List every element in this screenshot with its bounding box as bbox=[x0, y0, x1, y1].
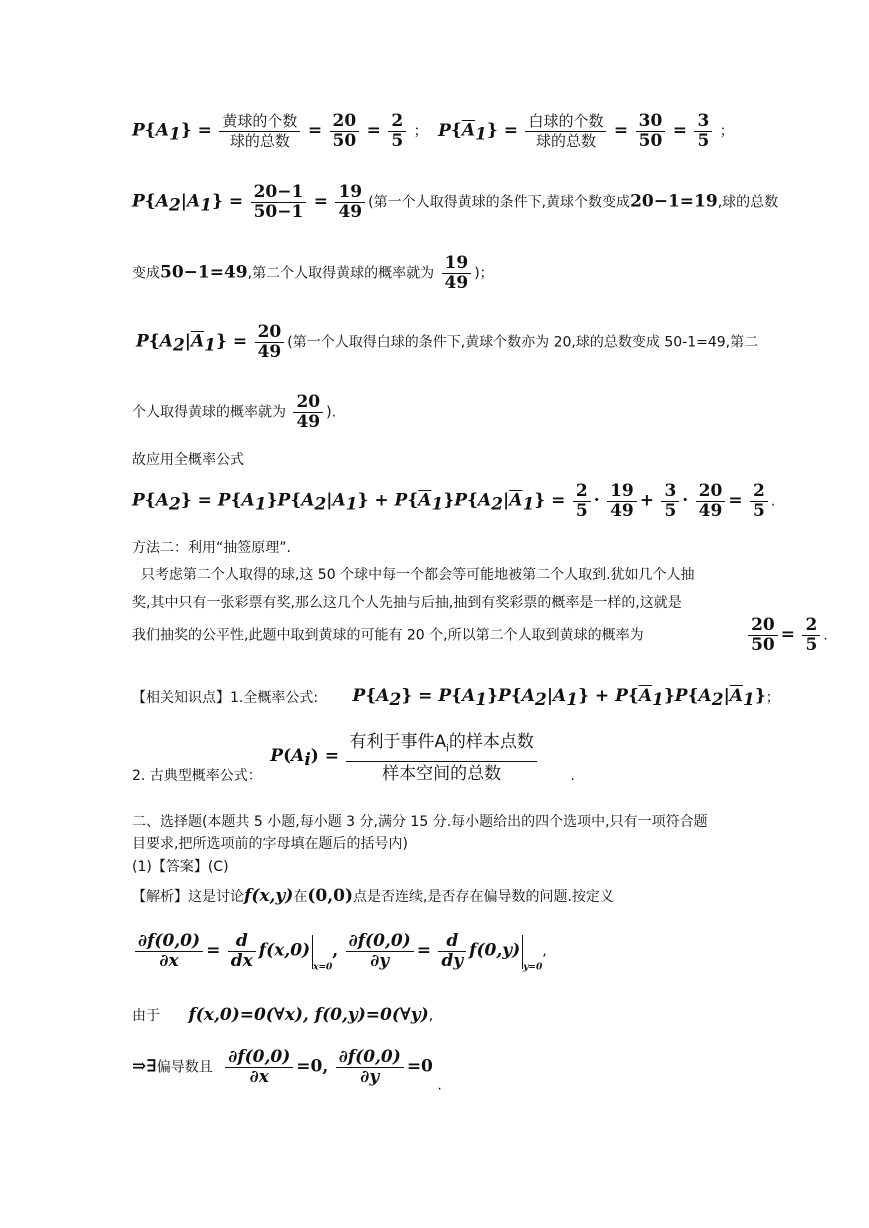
formula-total-probability: $P\{A_2\} = P\{A_1\}P\{A_2|A_1\} + P\{\overline{A}_1\}P\{A_2|\overline{A}_1\}$ = $\frac{2}{5}$ · $\frac{19}{49}$ + $\frac{3}{5}$ · $\frac{20}{49}$ = $\frac{2}{5}$ . bbox=[132, 481, 776, 521]
formula-p-a2-given-not-a1: $P\{A_2|\overline{A}_1\}$ = $\frac{20}{49}$ (第一个人取得白球的条件下,黄球个数亦为 20,球的总数变成 50-1=49,第二 bbox=[136, 322, 759, 362]
formula-p-a1: $P\{A_1\}$ = $\frac{\text{黄球的个数}}{\text{球的总数}}$ = $\frac{20}{50}$ = $\frac{2}{5}$ ； $P\{\overline{A}_1\}$ = $\frac{\text{白球的个数}}{\text{球的总数}}$ = $\frac{30}{50}$ = $\frac{3}{5}$ ； bbox=[132, 111, 734, 151]
label-white-count: 白球的个数 bbox=[525, 112, 606, 132]
partial-definition: $\frac{\partial f(0,0)}{\partial x}$ = $\frac{d}{dx}$ $f(x,0)_{x=0}$, $\frac{\partial f(0,0)}{\partial y}$ = $\frac{d}{dy}$ $f(0,y)_{y=0}$, bbox=[132, 932, 547, 978]
since-line: 由于 f(x,0)=0(∀x), f(0,y)=0(∀y), bbox=[132, 1005, 434, 1025]
answer-1: (1)【答案】(C) bbox=[132, 859, 229, 875]
knowledge-total-prob: 【相关知识点】1.全概率公式: $P\{A_2\} = P\{A_1\}P\{A_2|A_1\} + P\{\overline{A}_1\}P\{A_2|\overline{A}_1\}$； bbox=[132, 686, 780, 710]
method2-title: 方法二：利用“抽签原理”. bbox=[132, 540, 291, 556]
section2-intro-b: 目要求,把所选项前的字母填在题后的括号内) bbox=[132, 836, 408, 852]
section2-intro-a: 二、选择题(本题共 5 小题,每小题 3 分,满分 15 分.每小题给出的四个选项中,只有一项符合题 bbox=[132, 814, 708, 830]
text-line-3: 变成50−1=49,第二个人取得黄球的概率就为 $\frac{19}{49}$ )； bbox=[132, 253, 494, 293]
method2-para-1: 只考虑第二个人取得的球,这 50 个球中每一个都会等可能地被第二个人取到.犹如几个人抽 bbox=[132, 567, 695, 583]
analysis-line: 【解析】这是讨论f(x,y)在(0,0)点是否连续,是否存在偏导数的问题.按定义 bbox=[132, 886, 614, 906]
formula-p-a2-given-a1: $P\{A_2|A_1\}$ = $\frac{20-1}{50-1}$ = $\frac{19}{49}$ (第一个人取得黄球的条件下,黄球个数变成20−1=19,球的总数 bbox=[132, 182, 779, 222]
method2-para-3: 我们抽奖的公平性,此题中取到黄球的可能有 20 个,所以第二个人取到黄球的概率为 $\frac{20}{50}$ = $\frac{2}{5}$ . bbox=[132, 615, 828, 655]
knowledge-classical-prob: 2. 古典型概率公式： $P(A_i)$ = $\frac{有利于事件A_i的样本点数}{\text{样本空间的总数}}$ . bbox=[132, 732, 575, 785]
text-line-5: 个人取得黄球的概率就为 $\frac{20}{49}$ ). bbox=[132, 392, 337, 432]
label-ball-total: 球的总数 bbox=[229, 132, 290, 150]
total-prob-intro: 故应用全概率公式 bbox=[132, 452, 244, 468]
label-yellow-count: 黄球的个数 bbox=[219, 112, 300, 132]
method2-para-2: 奖,其中只有一张彩票有奖,那么这几个人先抽与后抽,抽到有奖彩票的概率是一样的,这就是 bbox=[132, 595, 682, 611]
implies-line: ⇒∃偏导数且 $\frac{\partial f(0,0)}{\partial x}$ =0, $\frac{\partial f(0,0)}{\partial y}$ =0 . bbox=[132, 1047, 442, 1094]
